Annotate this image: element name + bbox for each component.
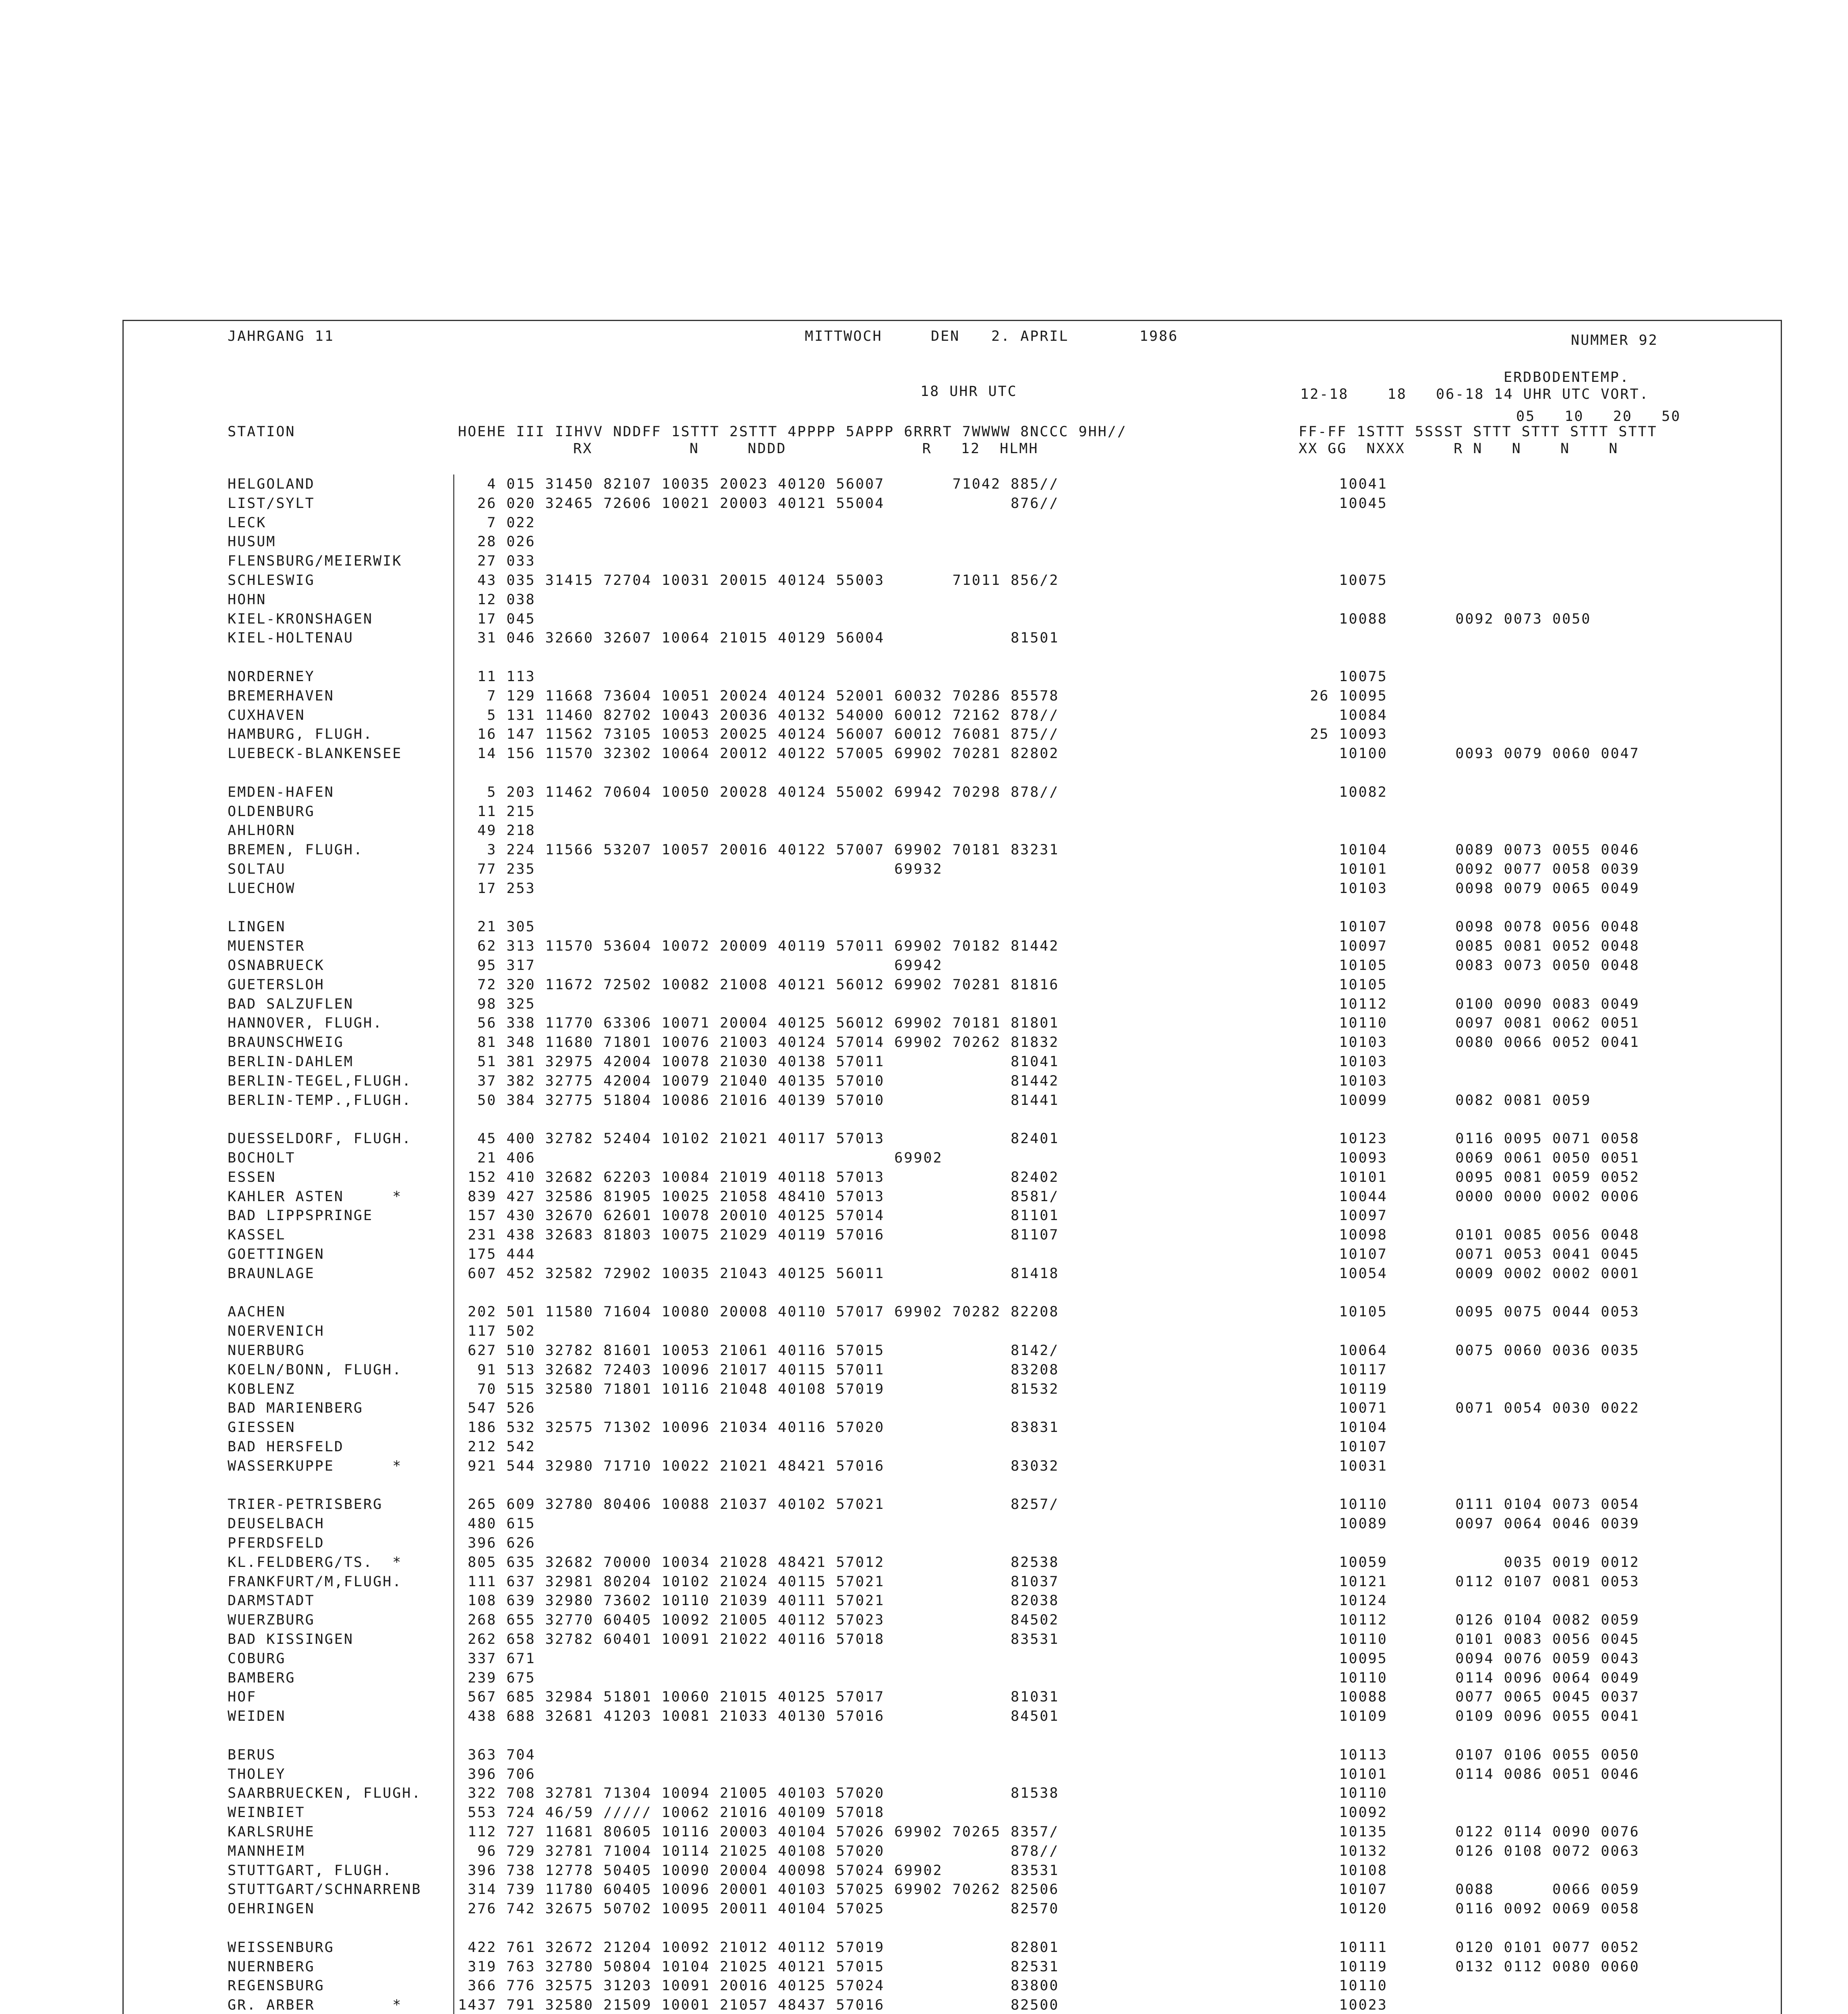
station-values: 363 704: [458, 1747, 536, 1763]
station-values: 45 400 32782 52404 10102 21021 40117 57013 82401: [458, 1131, 1059, 1147]
main-columns-subheader: RX N NDDD R 12 HLMH: [573, 441, 1039, 457]
station-right-values: 10101 0114 0086 0051 0046: [1281, 1766, 1640, 1782]
station-values: 322 708 32781 71304 10094 21005 40103 57020 81538: [458, 1785, 1059, 1801]
station-name: SAARBRUECKEN, FLUGH.: [228, 1785, 422, 1801]
station-name: FRANKFURT/M,FLUGH.: [228, 1574, 402, 1590]
station-right-values: 10113 0107 0106 0055 0050: [1281, 1747, 1640, 1763]
station-right-values: 10110 0101 0083 0056 0045: [1281, 1631, 1640, 1647]
right-columns-subheader: XX GG NXXX R N N N N: [1299, 441, 1619, 457]
station-name: HANNOVER, FLUGH.: [228, 1015, 383, 1031]
station-right-values: 10097 0085 0081 0052 0048: [1281, 938, 1640, 954]
station-values: 5 203 11462 70604 10050 20028 40124 55002 69942 70298 878//: [458, 784, 1059, 800]
station-values: 3 224 11566 53207 10057 20016 40122 57007 69902 70181 83231: [458, 842, 1059, 858]
station-name: LUEBECK-BLANKENSEE: [228, 746, 402, 762]
station-name: GUETERSLOH: [228, 977, 325, 993]
station-values: 56 338 11770 63306 10071 20004 40125 56012 69902 70181 81801: [458, 1015, 1059, 1031]
station-right-values: 10107 0071 0053 0041 0045: [1281, 1246, 1640, 1262]
station-name: BAD MARIENBERG: [228, 1400, 364, 1416]
station-name: DUESSELDORF, FLUGH.: [228, 1131, 412, 1147]
weekday: MITTWOCH: [805, 328, 883, 344]
station-name: WEIDEN: [228, 1708, 286, 1724]
station-name: BRAUNLAGE: [228, 1266, 315, 1282]
station-values: 21 305: [458, 919, 536, 935]
station-name: GOETTINGEN: [228, 1246, 325, 1262]
station-right-values: 10107 0098 0078 0056 0048: [1281, 919, 1640, 935]
station-right-values: 10123 0116 0095 0071 0058: [1281, 1131, 1640, 1147]
station-values: 805 635 32682 70000 10034 21028 48421 57012 82538: [458, 1554, 1059, 1571]
station-name: CUXHAVEN: [228, 707, 305, 723]
station-right-values: 10112 0100 0090 0083 0049: [1281, 996, 1640, 1012]
station-right-values: 10082: [1281, 784, 1388, 800]
station-values: 480 615: [458, 1516, 536, 1532]
station-values: 11 113: [458, 669, 536, 685]
station-right-values: 10059 0035 0019 0012: [1281, 1554, 1640, 1571]
station-name: BOCHOLT: [228, 1150, 296, 1166]
station-values: 422 761 32672 21204 10092 21012 40112 57019 82801: [458, 1939, 1059, 1956]
station-name: OEHRINGEN: [228, 1901, 315, 1917]
main-columns-header: HOEHE III IIHVV NDDFF 1STTT 2STTT 4PPPP 5APPP 6RRRT 7WWWW 8NCCC 9HH//: [458, 424, 1127, 440]
station-right-values: 10105 0083 0073 0050 0048: [1281, 957, 1640, 974]
station-right-values: 10098 0101 0085 0056 0048: [1281, 1227, 1640, 1243]
station-values: 262 658 32782 60401 10091 21022 40116 57018 83531: [458, 1631, 1059, 1647]
station-right-values: 10120 0116 0092 0069 0058: [1281, 1901, 1640, 1917]
station-name: KOELN/BONN, FLUGH.: [228, 1362, 402, 1378]
station-values: 16 147 11562 73105 10053 20025 40124 56007 60012 76081 875//: [458, 726, 1059, 742]
station-right-values: 10100 0093 0079 0060 0047: [1281, 746, 1640, 762]
station-name: BAD SALZUFLEN: [228, 996, 354, 1012]
station-values: 396 706: [458, 1766, 536, 1782]
station-name: LINGEN: [228, 919, 286, 935]
station-name: LUECHOW: [228, 881, 296, 897]
station-values: 7 129 11668 73604 10051 20024 40124 52001 60032 70286 85578: [458, 688, 1059, 704]
station-values: 111 637 32981 80204 10102 21024 40115 57021 81037: [458, 1574, 1059, 1590]
station-name: PFERDSFELD: [228, 1535, 325, 1551]
station-values: 98 325: [458, 996, 536, 1012]
station-right-values: 10105 0095 0075 0044 0053: [1281, 1304, 1640, 1320]
station-right-values: 10104: [1281, 1419, 1388, 1436]
utc18-label: 18 UHR UTC: [920, 383, 1017, 400]
station-right-values: 10112 0126 0104 0082 0059: [1281, 1612, 1640, 1628]
station-name: BERLIN-DAHLEM: [228, 1054, 354, 1070]
station-name: LECK: [228, 515, 267, 531]
station-values: 567 685 32984 51801 10060 21015 40125 57017 81031: [458, 1689, 1059, 1705]
station-name: STUTTGART, FLUGH.: [228, 1863, 393, 1879]
station-right-values: 10093 0069 0061 0050 0051: [1281, 1150, 1640, 1166]
station-name: HOHN: [228, 592, 267, 608]
station-values: 152 410 32682 62203 10084 21019 40118 57013 82402: [458, 1169, 1059, 1185]
station-name: LIST/SYLT: [228, 495, 315, 512]
station-right-values: 10124: [1281, 1593, 1388, 1609]
station-values: 157 430 32670 62601 10078 20010 40125 57014 81101: [458, 1208, 1059, 1224]
station-name: NUERBURG: [228, 1343, 305, 1359]
station-name: SCHLESWIG: [228, 572, 315, 588]
station-name: BRAUNSCHWEIG: [228, 1034, 344, 1051]
station-right-values: 10110: [1281, 1785, 1388, 1801]
station-name: SOLTAU: [228, 861, 286, 877]
station-right-values: 10111 0120 0101 0077 0052: [1281, 1939, 1640, 1956]
station-name: MUENSTER: [228, 938, 305, 954]
station-right-values: 10110: [1281, 1978, 1388, 1994]
station-values: 337 671: [458, 1651, 536, 1667]
station-values: 607 452 32582 72902 10035 21043 40125 56011 81418: [458, 1266, 1059, 1282]
station-right-values: 10023: [1281, 1997, 1388, 2013]
station-values: 51 381 32975 42004 10078 21030 40138 57011 81041: [458, 1054, 1059, 1070]
station-name: GIESSEN: [228, 1419, 296, 1436]
station-values: 5 131 11460 82702 10043 20036 40132 54000 60012 72162 878//: [458, 707, 1059, 723]
station-right-values: 10092: [1281, 1805, 1388, 1821]
nummer: NUMMER 92: [1571, 332, 1658, 348]
station-values: 37 382 32775 42004 10079 21040 40135 57010 81442: [458, 1073, 1059, 1089]
station-name: BAD HERSFELD: [228, 1439, 344, 1455]
station-values: 26 020 32465 72606 10021 20003 40121 55004 876//: [458, 495, 1059, 512]
station-values: 112 727 11681 80605 10116 20003 40104 57026 69902 70265 8357/: [458, 1824, 1059, 1840]
station-values: 547 526: [458, 1400, 536, 1416]
station-right-values: 10119 0132 0112 0080 0060: [1281, 1959, 1640, 1975]
station-name: KASSEL: [228, 1227, 286, 1243]
station-values: 396 738 12778 50405 10090 20004 40098 57024 69902 83531: [458, 1863, 1059, 1879]
station-values: 108 639 32980 73602 10110 21039 40111 57021 82038: [458, 1593, 1059, 1609]
station-name: BERLIN-TEMP.,FLUGH.: [228, 1092, 412, 1109]
station-right-values: 10121 0112 0107 0081 0053: [1281, 1574, 1640, 1590]
station-values: 72 320 11672 72502 10082 21008 40121 56012 69902 70281 81816: [458, 977, 1059, 993]
station-name: BAMBERG: [228, 1670, 296, 1686]
station-right-values: 10110 0114 0096 0064 0049: [1281, 1670, 1640, 1686]
station-values: 28 026: [458, 534, 536, 550]
station-right-values: 10075: [1281, 572, 1388, 588]
station-values: 366 776 32575 31203 10091 20016 40125 57024 83800: [458, 1978, 1059, 1994]
station-right-values: 10075: [1281, 669, 1388, 685]
station-right-values: 10084: [1281, 707, 1388, 723]
station-values: 12 038: [458, 592, 536, 608]
station-values: 17 045: [458, 611, 536, 627]
station-right-values: 10110 0097 0081 0062 0051: [1281, 1015, 1640, 1031]
station-name: BERLIN-TEGEL,FLUGH.: [228, 1073, 412, 1089]
station-right-values: 10064 0075 0060 0036 0035: [1281, 1343, 1640, 1359]
station-values: 175 444: [458, 1246, 536, 1262]
station-name: DARMSTADT: [228, 1593, 315, 1609]
station-right-values: 10107: [1281, 1439, 1388, 1455]
station-name: BAD KISSINGEN: [228, 1631, 354, 1647]
station-right-values: 10097: [1281, 1208, 1388, 1224]
station-values: 4 015 31450 82107 10035 20023 40120 56007 71042 885//: [458, 476, 1059, 492]
station-values: 62 313 11570 53604 10072 20009 40119 57011 69902 70182 81442: [458, 938, 1059, 954]
erdboden-label: ERDBODENTEMP.: [1504, 369, 1630, 385]
station-values: 438 688 32681 41203 10081 21033 40130 57016 84501: [458, 1708, 1059, 1724]
station-values: 50 384 32775 51804 10086 21016 40139 57010 81441: [458, 1092, 1059, 1109]
station-values: 70 515 32580 71801 10116 21048 40108 57019 81532: [458, 1381, 1059, 1397]
station-name: OLDENBURG: [228, 804, 315, 820]
station-values: 96 729 32781 71004 10114 21025 40108 57020 878//: [458, 1843, 1059, 1859]
den-label: DEN: [931, 328, 960, 344]
station-right-values: 10103: [1281, 1054, 1388, 1070]
station-name: WUERZBURG: [228, 1612, 315, 1628]
station-values: 202 501 11580 71604 10080 20008 40110 57017 69902 70282 82208: [458, 1304, 1059, 1320]
station-name: GR. ARBER *: [228, 1997, 402, 2013]
station-right-values: 10101 0092 0077 0058 0039: [1281, 861, 1640, 877]
station-name: COBURG: [228, 1651, 286, 1667]
station-values: 17 253: [458, 881, 536, 897]
station-name: THOLEY: [228, 1766, 286, 1782]
station-values: 77 235 69932: [458, 861, 943, 877]
right-columns-header: FF-FF 1STTT 5SSST STTT STTT STTT STTT: [1299, 424, 1657, 440]
station-values: 27 033: [458, 553, 536, 569]
station-right-values: 10071 0071 0054 0030 0022: [1281, 1400, 1640, 1416]
station-right-values: 10132 0126 0108 0072 0063: [1281, 1843, 1640, 1859]
station-values: 314 739 11780 60405 10096 20001 40103 57025 69902 70262 82506: [458, 1881, 1059, 1898]
station-column-rule: [453, 474, 454, 2014]
station-right-values: 10104 0089 0073 0055 0046: [1281, 842, 1640, 858]
station-name: BERUS: [228, 1747, 276, 1763]
station-right-values: 10099 0082 0081 0059: [1281, 1092, 1591, 1109]
station-name: HAMBURG, FLUGH.: [228, 726, 373, 742]
station-values: 268 655 32770 60405 10092 21005 40112 57023 84502: [458, 1612, 1059, 1628]
station-name: BREMERHAVEN: [228, 688, 334, 704]
station-right-values: 10103: [1281, 1073, 1388, 1089]
station-name: NOERVENICH: [228, 1323, 325, 1339]
station-name: HOF: [228, 1689, 257, 1705]
year: 1986: [1139, 328, 1179, 344]
station-name: KIEL-KRONSHAGEN: [228, 611, 373, 627]
jahrgang: JAHRGANG 11: [228, 328, 334, 344]
date: 2. APRIL: [991, 328, 1069, 344]
station-name: KARLSRUHE: [228, 1824, 315, 1840]
station-name: STUTTGART/SCHNARRENB: [228, 1881, 422, 1898]
station-name: DEUSELBACH: [228, 1516, 325, 1532]
station-name: HELGOLAND: [228, 476, 315, 492]
station-right-values: 25 10093: [1281, 726, 1388, 742]
station-right-values: 10088 0077 0065 0045 0037: [1281, 1689, 1640, 1705]
station-values: 627 510 32782 81601 10053 21061 40116 57015 8142/: [458, 1343, 1059, 1359]
station-values: 11 215: [458, 804, 536, 820]
station-right-values: 10117: [1281, 1362, 1388, 1378]
station-name: REGENSBURG: [228, 1978, 325, 1994]
station-values: 212 542: [458, 1439, 536, 1455]
station-name: MANNHEIM: [228, 1843, 305, 1859]
station-name: AACHEN: [228, 1304, 286, 1320]
station-right-values: 10110 0111 0104 0073 0054: [1281, 1496, 1640, 1513]
station-values: 95 317 69942: [458, 957, 943, 974]
station-right-values: 10103 0080 0066 0052 0041: [1281, 1034, 1640, 1051]
station-values: 14 156 11570 32302 10064 20012 40122 57005 69902 70281 82802: [458, 746, 1059, 762]
station-name: WEISSENBURG: [228, 1939, 334, 1956]
station-values: 319 763 32780 50804 10104 21025 40121 57015 82531: [458, 1959, 1059, 1975]
station-values: 276 742 32675 50702 10095 20011 40104 57025 82570: [458, 1901, 1059, 1917]
station-values: 553 724 46/59 ///// 10062 21016 40109 57018: [458, 1805, 885, 1821]
station-name: BAD LIPPSPRINGE: [228, 1208, 373, 1224]
station-values: 921 544 32980 71710 10022 21021 48421 57016 83032: [458, 1458, 1059, 1474]
station-right-values: 10054 0009 0002 0002 0001: [1281, 1266, 1640, 1282]
station-name: KAHLER ASTEN *: [228, 1189, 402, 1205]
station-name: AHLHORN: [228, 823, 296, 839]
station-values: 7 022: [458, 515, 536, 531]
station-name: NUERNBERG: [228, 1959, 315, 1975]
station-right-values: 26 10095: [1281, 688, 1388, 704]
station-name: TRIER-PETRISBERG: [228, 1496, 383, 1513]
station-right-values: 10119: [1281, 1381, 1388, 1397]
station-name: BREMEN, FLUGH.: [228, 842, 364, 858]
station-values: 231 438 32683 81803 10075 21029 40119 57016 81107: [458, 1227, 1059, 1243]
station-name: WASSERKUPPE *: [228, 1458, 402, 1474]
station-name: HUSUM: [228, 534, 276, 550]
station-name: KL.FELDBERG/TS. *: [228, 1554, 402, 1571]
depths-header: 05 10 20 50: [1516, 408, 1681, 425]
station-values: 117 502: [458, 1323, 536, 1339]
right-times-header: 12-18 18 06-18 14 UHR UTC VORT.: [1300, 386, 1649, 402]
station-name: KOBLENZ: [228, 1381, 296, 1397]
station-header: STATION: [228, 424, 296, 440]
station-right-values: 10095 0094 0076 0059 0043: [1281, 1651, 1640, 1667]
station-name: KIEL-HOLTENAU: [228, 630, 354, 646]
station-right-values: 10109 0109 0096 0055 0041: [1281, 1708, 1640, 1724]
station-right-values: 10031: [1281, 1458, 1388, 1474]
station-values: 91 513 32682 72403 10096 21017 40115 57011 83208: [458, 1362, 1059, 1378]
station-values: 1437 791 32580 21509 10001 21057 48437 57016 82500: [458, 1997, 1059, 2013]
station-right-values: 10108: [1281, 1863, 1388, 1879]
station-values: 186 532 32575 71302 10096 21034 40116 57020 83831: [458, 1419, 1059, 1436]
station-right-values: 10103 0098 0079 0065 0049: [1281, 881, 1640, 897]
station-right-values: 10101 0095 0081 0059 0052: [1281, 1169, 1640, 1185]
station-right-values: 10045: [1281, 495, 1388, 512]
station-name: OSNABRUECK: [228, 957, 325, 974]
station-name: EMDEN-HAFEN: [228, 784, 334, 800]
station-name: NORDERNEY: [228, 669, 315, 685]
station-values: 81 348 11680 71801 10076 21003 40124 57014 69902 70262 81832: [458, 1034, 1059, 1051]
station-right-values: 10044 0000 0000 0002 0006: [1281, 1189, 1640, 1205]
station-values: 31 046 32660 32607 10064 21015 40129 56004 81501: [458, 630, 1059, 646]
station-right-values: 10105: [1281, 977, 1388, 993]
station-values: 43 035 31415 72704 10031 20015 40124 55003 71011 856/2: [458, 572, 1059, 588]
station-name: FLENSBURG/MEIERWIK: [228, 553, 402, 569]
station-values: 265 609 32780 80406 10088 21037 40102 57021 8257/: [458, 1496, 1059, 1513]
station-right-values: 10135 0122 0114 0090 0076: [1281, 1824, 1640, 1840]
station-right-values: 10088 0092 0073 0050: [1281, 611, 1591, 627]
station-name: ESSEN: [228, 1169, 276, 1185]
station-values: 396 626: [458, 1535, 536, 1551]
station-name: WEINBIET: [228, 1805, 305, 1821]
station-right-values: 10089 0097 0064 0046 0039: [1281, 1516, 1640, 1532]
station-values: 21 406 69902: [458, 1150, 943, 1166]
station-values: 839 427 32586 81905 10025 21058 48410 57013 8581/: [458, 1189, 1059, 1205]
station-right-values: 10107 0088 0066 0059: [1281, 1881, 1640, 1898]
station-values: 49 218: [458, 823, 536, 839]
station-values: 239 675: [458, 1670, 536, 1686]
station-right-values: 10041: [1281, 476, 1388, 492]
